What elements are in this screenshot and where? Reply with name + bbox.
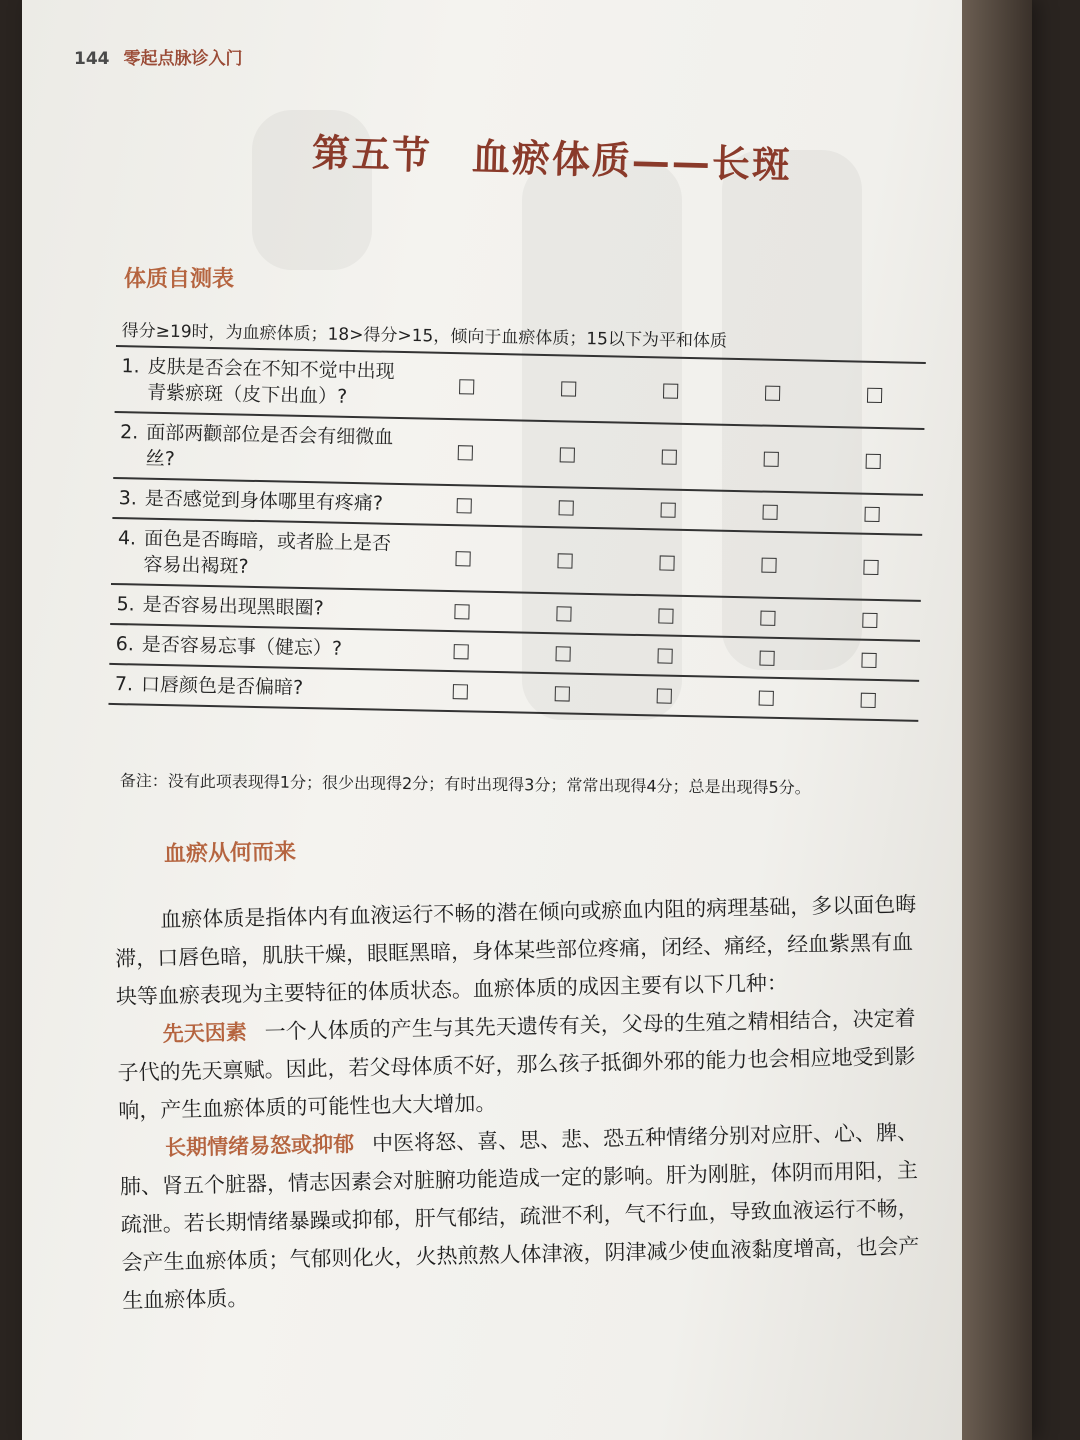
question-text [115,347,416,417]
answer-checkboxes [410,643,920,669]
answer-checkbox[interactable] [659,555,674,570]
answer-checkbox[interactable] [656,688,671,703]
answer-checkbox[interactable] [455,551,470,566]
answer-checkbox[interactable] [661,449,676,464]
question-label: 是否感觉到身体哪里有疼痛? [144,487,384,515]
question-label: 面色是否晦暗，或者脸上是否容易出褐斑? [143,527,392,578]
answer-checkbox[interactable] [555,646,570,661]
question-label: 是否容易忘事（健忘）? [141,633,343,660]
answer-checkbox[interactable] [457,445,472,460]
book-title: 零起点脉诊入门 [123,49,243,69]
cause2-title: 长期情绪易怒或抑郁 [164,1132,355,1160]
answer-checkbox[interactable] [865,453,880,468]
origin-body [114,885,933,1320]
answer-checkbox[interactable] [862,612,877,627]
answer-checkbox[interactable] [761,557,776,572]
answer-checkbox[interactable] [558,500,573,515]
question-number: 1. [121,355,140,378]
question-label: 皮肤是否会在不知不觉中出现青紫瘀斑（皮下出血）? [146,355,395,408]
answer-checkbox[interactable] [663,383,678,398]
question-text [113,413,414,483]
question-label: 是否容易出现黑眼圈? [142,593,324,620]
answer-checkbox[interactable] [556,606,571,621]
section-number: 第五节 [311,130,433,178]
answer-checkboxes [410,603,920,629]
question-number: 3. [118,487,138,510]
question-text [109,665,410,709]
self-test-table [108,345,925,722]
question-text [112,479,413,523]
answer-checkbox[interactable] [660,502,675,517]
question-number: 5. [116,593,135,616]
answer-checkboxes [415,378,925,404]
cause1-paragraph [116,999,928,1130]
answer-checkbox[interactable] [758,690,773,705]
answer-checkboxes [414,444,924,470]
question-number: 6. [115,633,135,656]
book-page [22,0,1032,1440]
answer-checkbox[interactable] [764,385,779,400]
section-title [311,122,792,190]
question-number: 2. [119,421,139,444]
answer-checkbox[interactable] [763,451,778,466]
answer-checkbox[interactable] [452,684,467,699]
answer-checkbox[interactable] [557,553,572,568]
answer-checkbox[interactable] [456,498,471,513]
answer-checkbox[interactable] [864,506,879,521]
answer-checkbox[interactable] [760,610,775,625]
page-number: 144 [74,49,110,69]
answer-checkbox[interactable] [759,650,774,665]
scoring-rule: 得分≥19时，为血瘀体质；18>得分>15，倾向于血瘀体质；15以下为平和体质 [121,320,728,352]
running-header [74,44,243,69]
answer-checkbox[interactable] [453,644,468,659]
intro-paragraph: 血瘀体质是指体内有血液运行不畅的潜在倾向或瘀血内阻的病理基础，多以面色晦滞，口唇色暗，肌肤干燥，眼眶黑暗，身体某些部位疼痛，闭经、痛经，经血紫黑有血块等血瘀表现为主要特征的体质状态。血瘀体质的成因主要有以下几种： [114,892,917,1009]
answer-checkbox[interactable] [561,381,576,396]
answer-checkbox[interactable] [762,504,777,519]
cause2-text: 中医将怒、喜、思、悲、恐五种情绪分别对应肝、心、脾、肺、肾五个脏器，情志因素会对脏腑功能造成一定的影响。肝为刚脏，体阴而用阳，主疏泄。若长期情绪暴躁或抑郁，肝气郁结，疏泄不利，气不行血，导致血液运行不畅，会产生血瘀体质；气郁则化火，火热煎熬人体津液，阴津减少使血液黏度增高，也会产生血瘀体质。 [119,1120,920,1313]
answer-checkbox[interactable] [559,447,574,462]
question-number: 7. [114,673,134,696]
answer-checkboxes [409,683,919,709]
question-text [109,625,410,669]
answer-checkbox[interactable] [554,686,569,701]
answer-checkbox[interactable] [657,648,672,663]
cause1-text: 一个人体质的产生与其先天遗传有关，父母的生殖之精相结合，决定着子代的先天禀赋。因此，若父母体质不好，那么孩子抵御外邪的能力也会相应地受到影响，产生血瘀体质的可能性也大大增加。 [117,1006,916,1123]
section-name: 血瘀体质——长斑 [471,134,793,188]
answer-checkbox[interactable] [861,652,876,667]
self-test-heading: 体质自测表 [124,267,235,292]
question-text [111,519,412,589]
question-text [110,585,411,629]
cause2-paragraph [119,1113,933,1320]
scoring-note: 备注：没有此项表现得1分；很少出现得2分；有时出现得3分；常常出现得4分；总是出现得5分。 [119,770,811,798]
book-edge [962,0,1032,1440]
answer-checkbox[interactable] [658,608,673,623]
answer-checkbox[interactable] [454,604,469,619]
cause1-title: 先天因素 [162,1020,248,1047]
question-label: 口唇颜色是否偏暗? [140,673,304,699]
question-label: 面部两颧部位是否会有细微血丝? [145,421,394,471]
answer-checkbox[interactable] [863,559,878,574]
answer-checkbox[interactable] [860,692,875,707]
answer-checkbox[interactable] [459,379,474,394]
answer-checkboxes [411,550,921,576]
answer-checkboxes [413,497,923,523]
question-number: 4. [117,527,137,550]
origin-heading: 血瘀从何而来 [163,839,297,868]
answer-checkbox[interactable] [866,387,881,402]
